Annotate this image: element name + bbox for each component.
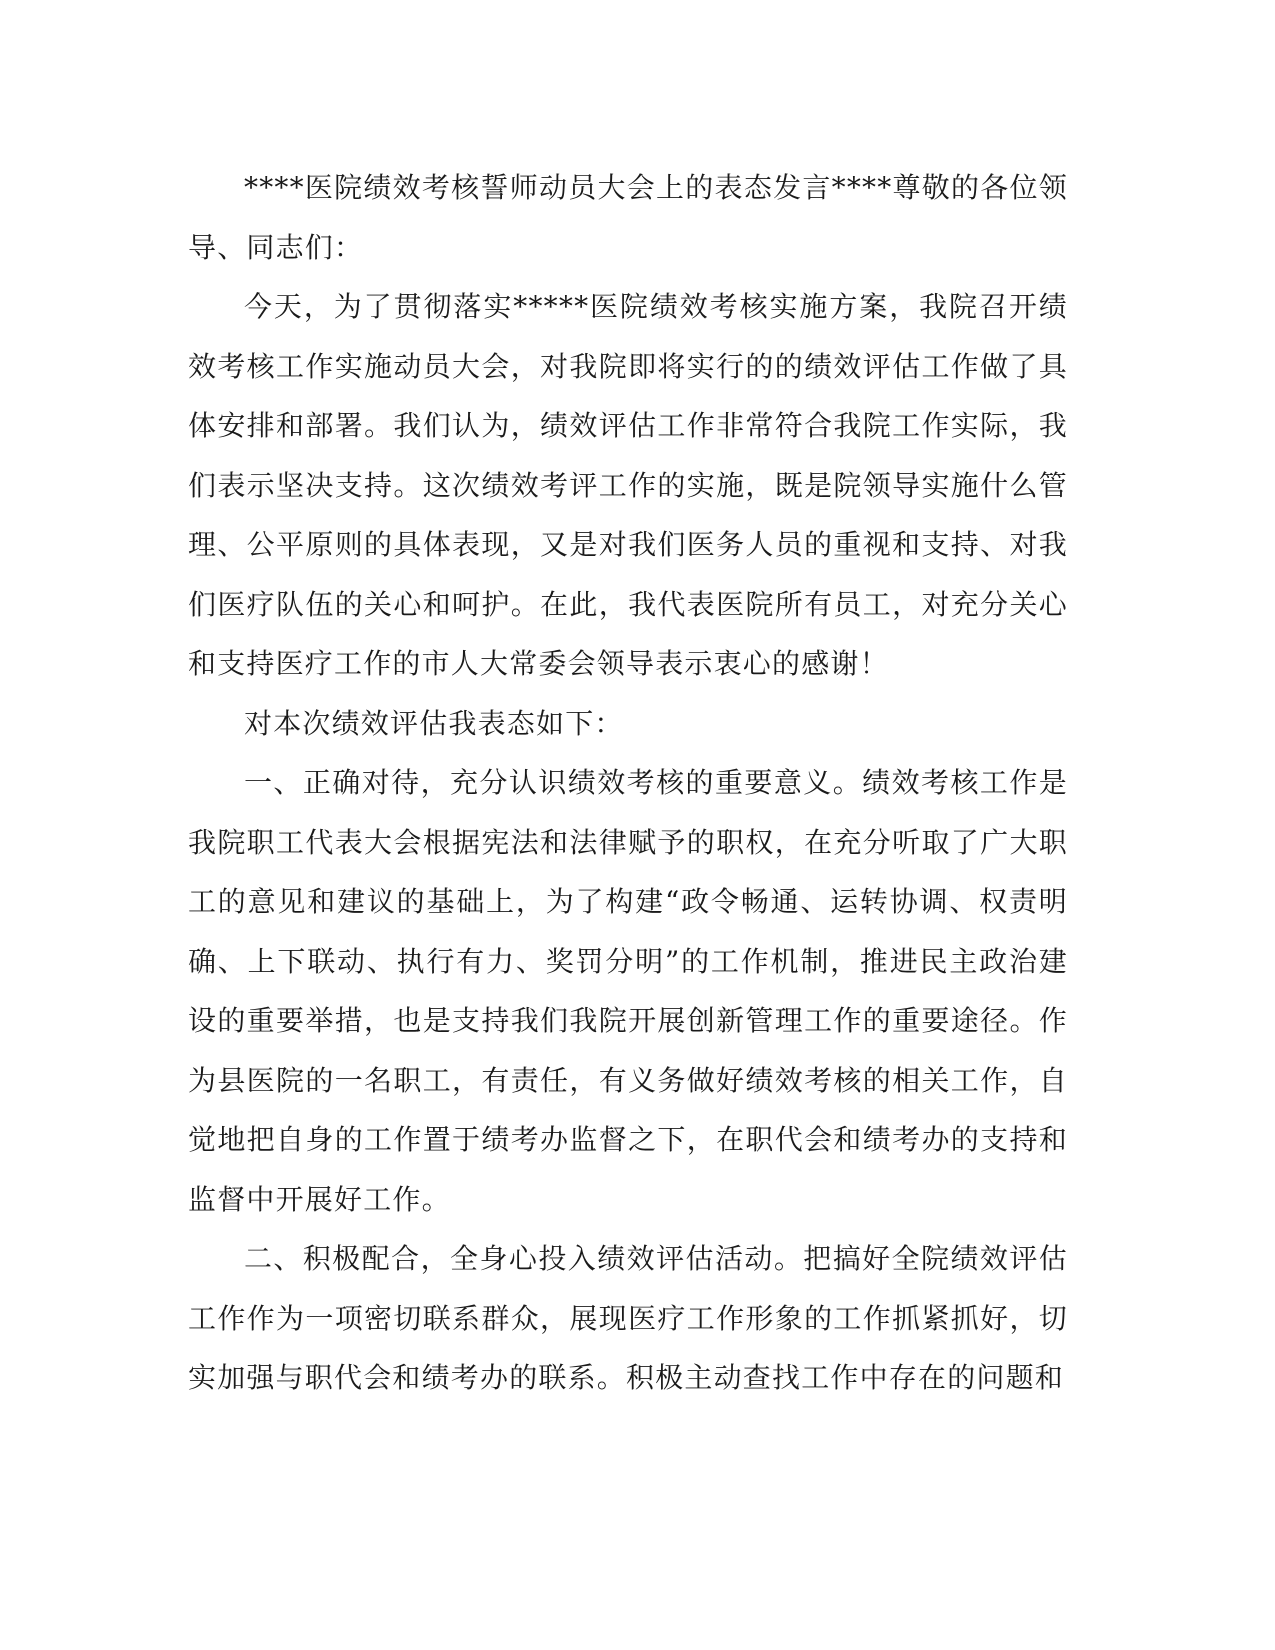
body-paragraph-statement: 对本次绩效评估我表态如下： xyxy=(244,706,624,740)
body-paragraph-point-one: 一、正确对待，充分认识绩效考核的重要意义。绩效考核工作是我院职工代表大会根据宪法和法律赋予的职权，在充分听取了广大职工的意见和建议的基础上，为了构建“政令畅通、运转协调、权责明确、上下联动、执行有力、奖罚分明”的工作机制，推进民主政治建设的重要举措，也是支持我们我院开展创新管理工作的重要途径。作为县医院的一名职工，有责任，有义务做好绩效考核的相关工作，自觉地把自身的工作置于绩考办监督之下，在职代会和绩考办的支持和监督中开展好工作。 xyxy=(188,766,1068,1216)
title-paragraph: ****医院绩效考核誓师动员大会上的表态发言****尊敬的各位领导、同志们： xyxy=(188,171,1068,264)
document-body xyxy=(188,158,1068,1408)
body-paragraph-intro: 今天，为了贯彻落实*****医院绩效考核实施方案，我院召开绩效考核工作实施动员大会，对我院即将实行的的绩效评估工作做了具体安排和部署。我们认为，绩效评估工作非常符合我院工作实际，我们表示坚决支持。这次绩效考评工作的实施，既是院领导实施什么管理、公平原则的具体表现，又是对我们医务人员的重视和支持、对我们医疗队伍的关心和呵护。在此，我代表医院所有员工，对充分关心和支持医疗工作的市人大常委会领导表示衷心的感谢！ xyxy=(188,290,1068,680)
body-paragraph-point-two: 二、积极配合，全身心投入绩效评估活动。把搞好全院绩效评估工作作为一项密切联系群众，展现医疗工作形象的工作抓紧抓好，切实加强与职代会和绩考办的联系。积极主动查找工作中存在的问题和 xyxy=(188,1242,1068,1394)
